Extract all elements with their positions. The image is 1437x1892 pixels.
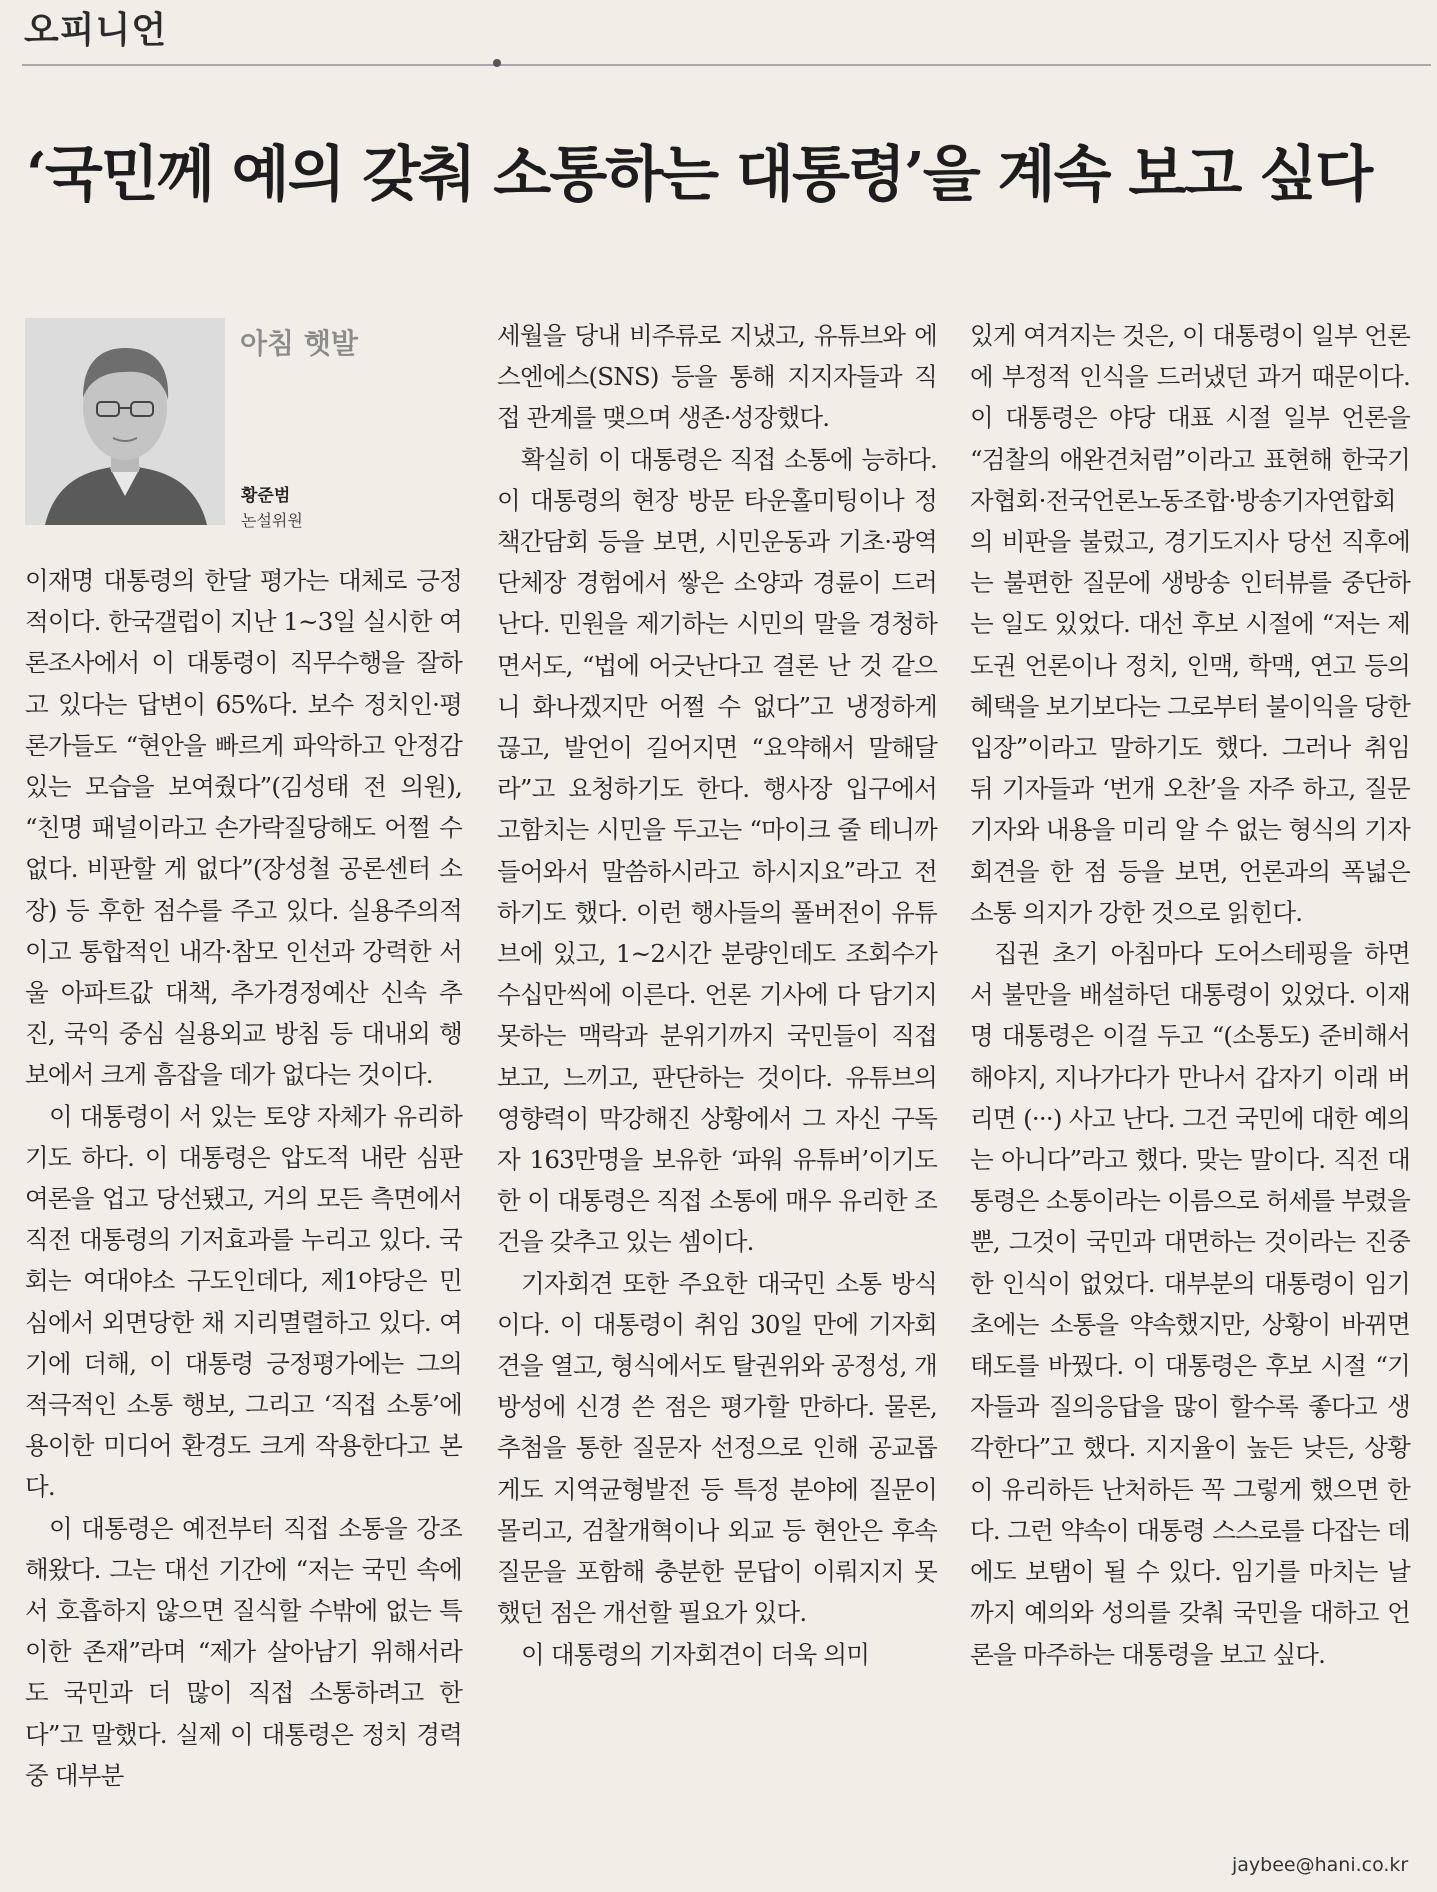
paragraph: 확실히 이 대통령은 직접 소통에 능하다. 이 대통령의 현장 방문 타운홀미팅이나 정책간담회 등을 보면, 시민운동과 기초·광역단체장 경험에서 쌓은 소양과 경륜이 드러난다. 민원을 제기하는 시민의 말을 경청하면서도, “법에 어긋난다고 결론 난 것 같으니 화나겠지만 어쩔 수 없다”고 냉정하게 끊고, 발언이 길어지면 “요약해서 말해달라”고 요청하기도 한다. 행사장 입구에서 고함치는 시민을 두고는 “마이크 줄 테니까 들어와서 말씀하시라고 하시지요”라고 전하기도 했다. 이런 행사들의 풀버전이 유튜브에 있고, 1~2시간 분량인데도 조회수가 수십만씩에 이른다. 언론 기사에 다 담기지 못하는 맥락과 분위기까지 국민들이 직접 보고, 느끼고, 판단하는 것이다. 유튜브의 영향력이 막강해진 상황에서 그 자신 구독자 163만명을 보유한 ‘파워 유튜버’이기도 한 이 대통령은 직접 소통에 매우 유리한 조건을 갖추고 있는 셈이다. <box>497 444 937 1257</box>
paragraph: 이 대통령이 서 있는 토양 자체가 유리하기도 하다. 이 대통령은 압도적 내란 심판 여론을 업고 당선됐고, 거의 모든 측면에서 직전 대통령의 기저효과를 누리고 있다. 국회는 여대야소 구도인데다, 제1야당은 민심에서 외면당한 채 지리멸렬하고 있다. 여기에 더해, 이 대통령 긍정평가에는 그의 적극적인 소통 행보, 그리고 ‘직접 소통’에 용이한 미디어 환경도 크게 작용한다고 본다. <box>25 1101 462 1502</box>
header-divider <box>22 64 1431 66</box>
author-portrait-icon <box>25 318 225 525</box>
body-column-2 <box>497 315 937 1675</box>
paragraph: 이 대통령은 예전부터 직접 소통을 강조해왔다. 그는 대선 기간에 “저는 국민 속에서 호흡하지 않으면 질식할 수밖에 없는 특이한 존재”라며 “제가 살아남기 위해서라도 국민과 더 많이 직접 소통하려고 한다”고 말했다. 실제 이 대통령은 정치 경력 중 대부분 <box>25 1513 462 1790</box>
body-column-1 <box>25 560 462 1796</box>
section-label: 오피니언 <box>24 10 168 51</box>
paragraph: 집권 초기 아침마다 도어스테핑을 하면서 불만을 배설하던 대통령이 있었다. 이재명 대통령은 이걸 두고 “(소통도) 준비해서 해야지, 지나가다가 만나서 갑자기 이래 버리면 (···) 사고 난다. 그건 국민에 대한 예의는 아니다”라고 했다. 맞는 말이다. 직전 대통령은 소통이라는 이름으로 허세를 부렸을 뿐, 그것이 국민과 대면하는 것이라는 진중한 인식이 없었다. 대부분의 대통령이 임기 초에는 소통을 약속했지만, 상황이 바뀌면 태도를 바꿨다. 이 대통령은 후보 시절 “기자들과 질의응답을 많이 할수록 좋다고 생각한다”고 했다. 지지율이 높든 낮든, 상황이 유리하든 난처하든 꼭 그렇게 했으면 한다. 그런 약속이 대통령 스스로를 다잡는 데에도 보탬이 될 수 있다. 임기를 마치는 날까지 예의와 성의를 갖춰 국민을 대하고 언론을 마주하는 대통령을 보고 싶다. <box>970 939 1410 1669</box>
author-email: jaybee@hani.co.kr <box>1232 1854 1409 1876</box>
paragraph: 있게 여겨지는 것은, 이 대통령이 일부 언론에 부정적 인식을 드러냈던 과거 때문이다. 이 대통령은 야당 대표 시절 일부 언론을 “검찰의 애완견처럼”이라고 표현해 한국기자협회·전국언론노동조합·방송기자연합회의 비판을 불렀고, 경기도지사 당선 직후에는 불편한 질문에 생방송 인터뷰를 중단하는 일도 있었다. 대선 후보 시절에 “저는 제도권 언론이나 정치, 인맥, 학맥, 연고 등의 혜택을 보기보다는 그로부터 불이익을 당한 입장”이라고 말하기도 했다. 그러나 취임 뒤 기자들과 ‘번개 오찬’을 자주 하고, 질문 기자와 내용을 미리 알 수 없는 형식의 기자회견을 한 점 등을 보면, 언론과의 폭넓은 소통 의지가 강한 것으로 읽힌다. <box>970 321 1410 927</box>
divider-dot <box>493 59 501 67</box>
author-title: 논설위원 <box>241 511 303 530</box>
body-column-3 <box>970 315 1410 1675</box>
paragraph: 세월을 당내 비주류로 지냈고, 유튜브와 에스엔에스(SNS) 등을 통해 지지자들과 직접 관계를 맺으며 생존·성장했다. <box>497 321 937 433</box>
paragraph: 이 대통령의 기자회견이 더욱 의미 <box>521 1639 870 1669</box>
paragraph: 기자회견 또한 주요한 대국민 소통 방식이다. 이 대통령이 취임 30일 만에 기자회견을 열고, 형식에서도 탈권위와 공정성, 개방성에 신경 쓴 점은 평가할 만하다. 물론, 추첨을 통한 질문자 선정으로 인해 공교롭게도 지역균형발전 등 특정 분야에 질문이 몰리고, 검찰개혁이나 외교 등 현안은 후속 질문을 포함해 충분한 문답이 이뤄지지 못했던 점은 개선할 필요가 있다. <box>497 1268 937 1628</box>
headline: ‘국민께 예의 갖춰 소통하는 대통령’을 계속 보고 싶다 <box>26 140 1372 210</box>
author-name: 황준범 <box>241 486 291 506</box>
column-kicker: 아침 햇발 <box>240 327 358 360</box>
author-photo <box>25 318 225 525</box>
paragraph: 이재명 대통령의 한달 평가는 대체로 긍정적이다. 한국갤럽이 지난 1~3일 실시한 여론조사에서 이 대통령이 직무수행을 잘하고 있다는 답변이 65%다. 보수 정치인·평론가들도 “현안을 빠르게 파악하고 안정감 있는 모습을 보여줬다”(김성태 전 의원), “친명 패널이라고 손가락질당해도 어쩔 수 없다. 비판할 게 없다”(장성철 공론센터 소장) 등 후한 점수를 주고 있다. 실용주의적이고 통합적인 내각·참모 인선과 강력한 서울 아파트값 대책, 추가경정예산 신속 추진, 국익 중심 실용외교 방침 등 대내외 행보에서 크게 흠잡을 데가 없다는 것이다. <box>25 566 462 1090</box>
